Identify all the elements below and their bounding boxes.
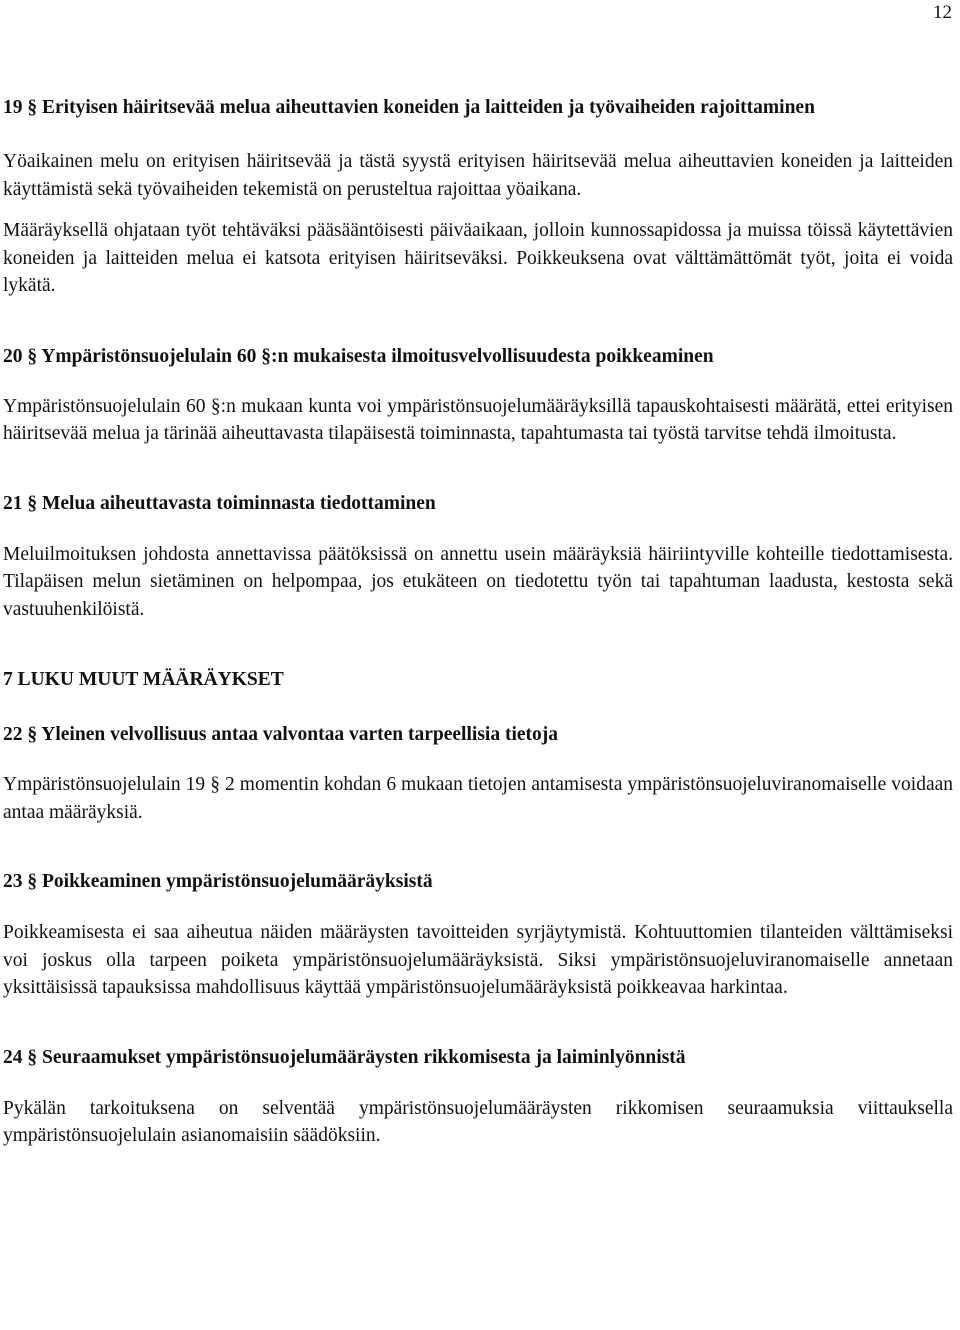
- document-body: [3, 94, 953, 1150]
- section-24: [3, 1044, 953, 1150]
- section-19: [3, 94, 953, 300]
- section-23: [3, 868, 953, 1002]
- section-paragraph: Ympäristönsuojelulain 19 § 2 momentin kohdan 6 mukaan tietojen antamisesta ympäristönsuojeluviranomaiselle voidaan antaa määräyksiä.: [3, 774, 953, 823]
- section-heading: 23 § Poikkeaminen ympäristönsuojelumääräyksistä: [3, 871, 433, 892]
- section-heading: 22 § Yleinen velvollisuus antaa valvontaa varten tarpeellisia tietoja: [3, 724, 558, 745]
- section-paragraph: Määräyksellä ohjataan työt tehtäväksi pääsääntöisesti päiväaikaan, jolloin kunnossapidossa ja muissa töissä käytettävien koneiden ja laitteiden melua ei katsota erityisen häiritseväksi. Poikkeuksena ovat välttämättömät työt, joita ei voida lykätä.: [3, 220, 953, 296]
- section-21: [3, 490, 953, 624]
- page-number: 12: [933, 2, 952, 23]
- section-paragraph: Ympäristönsuojelulain 60 §:n mukaan kunta voi ympäristönsuojelumääräyksillä tapauskohtaisesti määrätä, ettei erityisen häiritsevää melua ja tärinää aiheuttavasta tilapäisestä toiminnasta, tapahtumasta tai työstä tarvitse tehdä ilmoitusta.: [3, 395, 953, 444]
- section-heading: 20 § Ympäristönsuojelulain 60 §:n mukaisesta ilmoitusvelvollisuudesta poikkeaminen: [3, 345, 714, 367]
- section-paragraph: Yöaikainen melu on erityisen häiritsevää ja tästä syystä erityisen häiritsevää melua aiheuttavien koneiden ja laitteiden käyttämistä sekä työvaiheiden tekemistä on perusteltua rajoittaa yöaikana.: [3, 151, 953, 200]
- section-paragraph: Pykälän tarkoituksena on selventää ympäristönsuojelumääräysten rikkomisen seuraamuksia viittauksella ympäristönsuojelulain asianomaisiin säädöksiin.: [3, 1097, 953, 1146]
- section-heading: 21 § Melua aiheuttavasta toiminnasta tiedottaminen: [3, 492, 436, 514]
- chapter-heading: 7 LUKU MUUT MÄÄRÄYKSET: [3, 669, 284, 690]
- section-paragraph: Meluilmoituksen johdosta annettavissa päätöksissä on annettu usein määräyksiä häiriintyville kohteille tiedottamisesta. Tilapäisen melun sietäminen on helpompaa, jos etukäteen on tiedotettu työn tai tapahtuman laadusta, kestosta sekä vastuuhenkilöistä.: [3, 543, 953, 620]
- section-heading: 19 § Erityisen häiritsevää melua aiheuttavien koneiden ja laitteiden ja työvaiheiden rajoittaminen: [3, 97, 815, 118]
- section-heading: 24 § Seuraamukset ympäristönsuojelumääräysten rikkomisesta ja laiminlyönnistä: [3, 1046, 686, 1068]
- section-20: [3, 343, 953, 448]
- section-22: [3, 721, 953, 826]
- section-paragraph: Poikkeamisesta ei saa aiheutua näiden määräysten tavoitteiden syrjäytymistä. Kohtuuttomien tilanteiden välttämiseksi voi joskus olla tarpeen poiketa ympäristönsuojelumääräyksistä. Siksi ympäristönsuojeluviranomaiselle annetaan yksittäisissä tapauksissa mahdollisuus käyttää ympäristönsuojelumääräyksistä poikkeavaa harkintaa.: [3, 922, 953, 998]
